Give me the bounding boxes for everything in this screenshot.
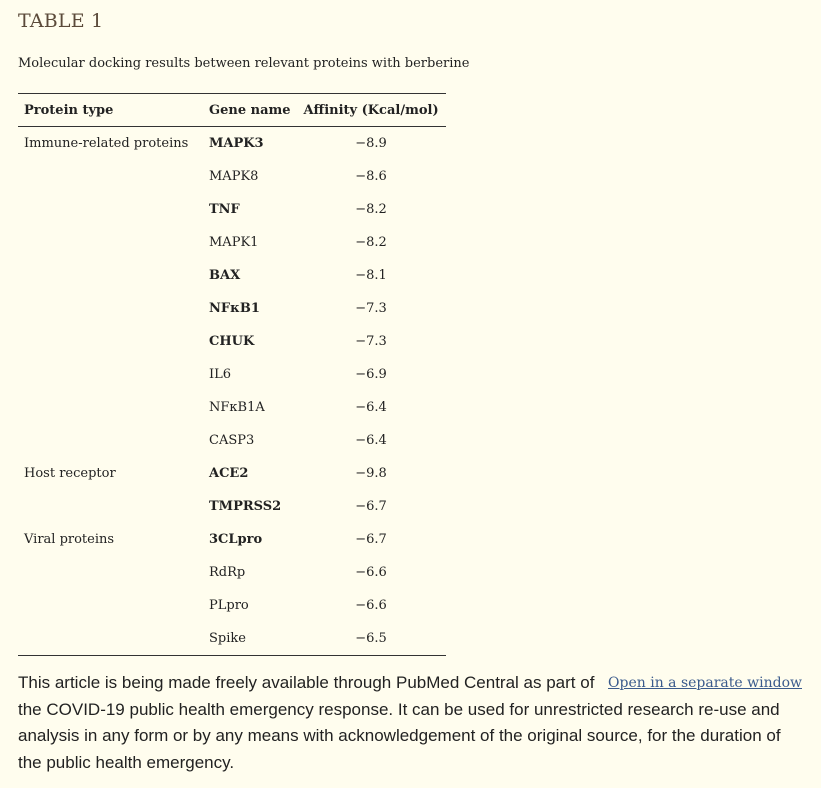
table-row bbox=[18, 325, 446, 358]
table-row bbox=[18, 226, 446, 259]
table-title: TABLE 1 bbox=[18, 10, 104, 32]
gene-name-cell: MAPK8 bbox=[209, 169, 259, 184]
header-affinity: Affinity (Kcal/mol) bbox=[297, 94, 446, 127]
gene-name-cell: ACE2 bbox=[209, 466, 249, 481]
header-gene-name: Gene name bbox=[203, 94, 297, 127]
affinity-cell: −8.6 bbox=[355, 169, 387, 184]
protein-type-cell: Host receptor bbox=[24, 466, 116, 481]
table-row bbox=[18, 160, 446, 193]
affinity-cell: −6.9 bbox=[355, 367, 387, 382]
table-body bbox=[18, 127, 446, 656]
affinity-cell: −8.9 bbox=[355, 136, 387, 151]
gene-name-cell: TMPRSS2 bbox=[209, 499, 282, 514]
gene-name-cell: RdRp bbox=[209, 565, 246, 580]
affinity-cell: −6.6 bbox=[355, 565, 387, 580]
gene-name-cell: CHUK bbox=[209, 334, 255, 349]
table-row bbox=[18, 490, 446, 523]
affinity-cell: −8.1 bbox=[355, 268, 387, 283]
affinity-cell: −6.7 bbox=[355, 499, 387, 514]
protein-type-cell bbox=[18, 259, 203, 292]
protein-type-cell: Viral proteins bbox=[24, 532, 115, 547]
protein-type-cell bbox=[18, 193, 203, 226]
gene-name-cell: MAPK3 bbox=[209, 136, 264, 151]
gene-name-cell: TNF bbox=[209, 202, 240, 217]
affinity-cell: −6.5 bbox=[297, 622, 446, 656]
table-row bbox=[18, 457, 446, 490]
affinity-cell: −8.2 bbox=[355, 202, 387, 217]
gene-name-cell: NFκB1A bbox=[209, 400, 265, 415]
header-protein-type: Protein type bbox=[18, 94, 203, 127]
table-row bbox=[18, 556, 446, 589]
table-row bbox=[18, 358, 446, 391]
affinity-cell: −6.6 bbox=[355, 598, 387, 613]
affinity-cell: −7.3 bbox=[355, 334, 387, 349]
protein-type-cell bbox=[18, 424, 203, 457]
table-row bbox=[18, 391, 446, 424]
protein-type-cell bbox=[18, 622, 203, 656]
affinity-cell: −6.7 bbox=[355, 532, 387, 547]
table-row bbox=[18, 127, 446, 161]
gene-name-cell: Spike bbox=[203, 622, 297, 656]
table-row bbox=[18, 589, 446, 622]
table-row bbox=[18, 292, 446, 325]
table-row bbox=[18, 424, 446, 457]
protein-type-cell bbox=[18, 589, 203, 622]
table-row bbox=[18, 523, 446, 556]
affinity-cell: −7.3 bbox=[355, 301, 387, 316]
protein-type-cell bbox=[18, 292, 203, 325]
open-in-separate-window-link[interactable]: Open in a separate window bbox=[608, 675, 802, 691]
gene-name-cell: MAPK1 bbox=[209, 235, 259, 250]
table-row bbox=[18, 259, 446, 292]
affinity-cell: −6.4 bbox=[355, 400, 387, 415]
table-row bbox=[18, 193, 446, 226]
table-row bbox=[18, 622, 446, 656]
table-header-row bbox=[18, 94, 446, 127]
protein-type-cell bbox=[18, 556, 203, 589]
gene-name-cell: IL6 bbox=[209, 367, 232, 382]
gene-name-cell: CASP3 bbox=[209, 433, 255, 448]
gene-name-cell: 3CLpro bbox=[209, 532, 263, 547]
table-caption: Molecular docking results between relevant proteins with berberine bbox=[18, 56, 470, 71]
affinity-cell: −6.4 bbox=[355, 433, 387, 448]
gene-name-cell: NFκB1 bbox=[209, 301, 260, 316]
license-text: This article is being made freely available through PubMed Central as part of the COVID-19 public health emergency response. It can be used for unrestricted research re-use and analysis in any form or by any means with acknowledgement of the original source, for the duration of the public health emergency. bbox=[18, 673, 781, 772]
affinity-cell: −8.2 bbox=[355, 235, 387, 250]
protein-type-cell bbox=[18, 490, 203, 523]
protein-type-cell bbox=[18, 226, 203, 259]
gene-name-cell: PLpro bbox=[209, 598, 249, 613]
protein-type-cell: Immune-related proteins bbox=[24, 136, 189, 151]
gene-name-cell: BAX bbox=[209, 268, 241, 283]
docking-table bbox=[18, 93, 446, 656]
protein-type-cell bbox=[18, 358, 203, 391]
protein-type-cell bbox=[18, 391, 203, 424]
license-notice bbox=[18, 670, 808, 776]
protein-type-cell bbox=[18, 325, 203, 358]
protein-type-cell bbox=[18, 160, 203, 193]
affinity-cell: −9.8 bbox=[355, 466, 387, 481]
